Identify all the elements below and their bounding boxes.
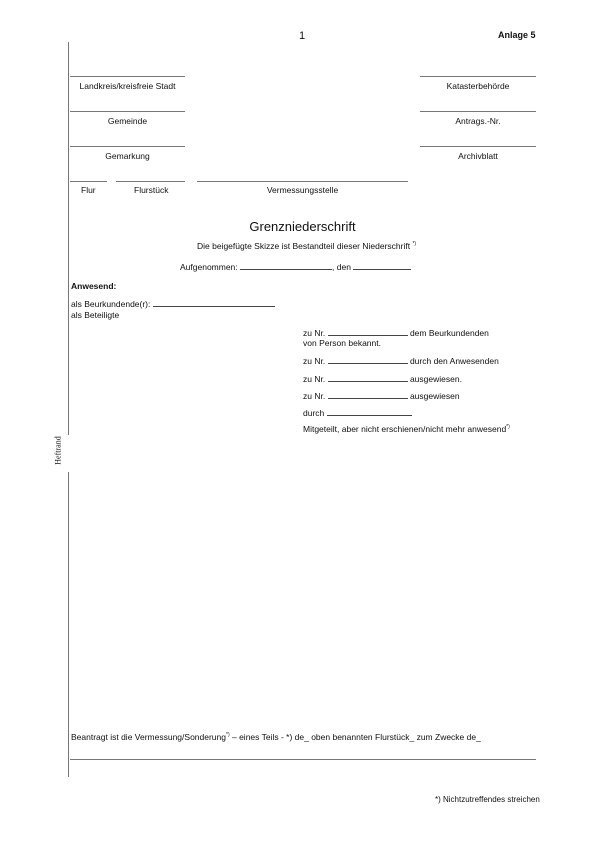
request-mark: *)	[226, 732, 230, 739]
certifier-line	[71, 298, 275, 309]
archive-sheet-label: Archivblatt	[458, 151, 498, 161]
binding-margin-line-bottom	[68, 472, 69, 777]
flurstueck-line	[116, 181, 185, 182]
id5-blank[interactable]	[327, 407, 412, 416]
id2-blank[interactable]	[328, 355, 408, 364]
document-title: Grenzniederschrift	[249, 219, 356, 234]
flur-label: Flur	[81, 185, 96, 195]
recorded-label: Aufgenommen:	[180, 262, 238, 272]
identification-line-1-cont: von Person bekannt.	[303, 338, 381, 348]
id3-blank[interactable]	[328, 373, 408, 382]
flur-line	[70, 181, 107, 182]
request-line	[71, 732, 481, 742]
intro-text: Die beigefügte Skizze ist Bestandteil dieser Niederschrift	[197, 241, 411, 251]
footer-note: *) Nichtzutreffendes streichen	[435, 795, 540, 804]
municipality-label: Gemeinde	[107, 116, 148, 126]
page-number: 1	[299, 30, 306, 42]
identification-line-2	[303, 355, 499, 366]
intro-footnote-mark: *)	[412, 241, 417, 248]
id4-blank[interactable]	[328, 390, 408, 399]
id1-suffix: dem Beurkundenden	[409, 328, 489, 338]
id4-prefix: zu Nr.	[303, 391, 326, 401]
recorded-line	[180, 261, 411, 272]
cadastral-district-label: Gemarkung	[105, 151, 150, 161]
annex-label: Anlage 5	[498, 30, 536, 40]
identification-line-5	[303, 407, 412, 418]
id2-suffix: durch den Anwesenden	[409, 356, 499, 366]
request-text-b: – eines Teils - *) de_ oben benannten Flurstück_ zum Zwecke de_	[229, 732, 481, 742]
cadastral-district-line	[70, 146, 185, 147]
notice-line	[303, 424, 510, 434]
flurstueck-label: Flurstück	[134, 185, 169, 195]
request-fill-line	[70, 759, 536, 760]
id3-prefix: zu Nr.	[303, 374, 326, 384]
present-heading: Anwesend:	[71, 281, 117, 291]
district-label: Landkreis/kreisfreie Stadt	[79, 81, 176, 91]
certifier-label: als Beurkundende(r):	[71, 299, 151, 309]
id4-suffix: ausgewiesen	[409, 391, 460, 401]
identification-line-4	[303, 390, 460, 401]
participants-label: als Beteiligte	[71, 310, 120, 320]
survey-office-label: Vermessungsstelle	[266, 185, 339, 195]
notice-mark: *)	[506, 424, 510, 431]
identification-line-3	[303, 373, 462, 384]
identification-line-1	[303, 327, 489, 338]
intro-line	[197, 241, 416, 251]
application-no-line	[420, 111, 536, 112]
archive-sheet-line	[420, 146, 536, 147]
municipality-line	[70, 111, 185, 112]
recorded-place-blank[interactable]	[240, 261, 332, 270]
binding-margin-line-top	[68, 42, 69, 435]
survey-authority-line	[420, 76, 536, 77]
survey-office-line	[197, 181, 408, 182]
id5-prefix: durch	[303, 408, 325, 418]
id2-prefix: zu Nr.	[303, 356, 326, 366]
id1-blank[interactable]	[328, 327, 408, 336]
recorded-separator: , den	[332, 262, 351, 272]
request-text-a: Beantragt ist die Vermessung/Sonderung	[71, 732, 226, 742]
district-line	[70, 76, 185, 77]
application-no-label: Antrags.-Nr.	[455, 116, 501, 126]
survey-authority-label: Katasterbehörde	[446, 81, 510, 91]
notice-text: Mitgeteilt, aber nicht erschienen/nicht mehr anwesend	[303, 424, 507, 434]
id1-prefix: zu Nr.	[303, 328, 326, 338]
binding-margin-label: Heftrand	[53, 436, 63, 465]
recorded-date-blank[interactable]	[353, 261, 411, 270]
id3-suffix: ausgewiesen.	[409, 374, 462, 384]
certifier-blank[interactable]	[153, 298, 275, 307]
